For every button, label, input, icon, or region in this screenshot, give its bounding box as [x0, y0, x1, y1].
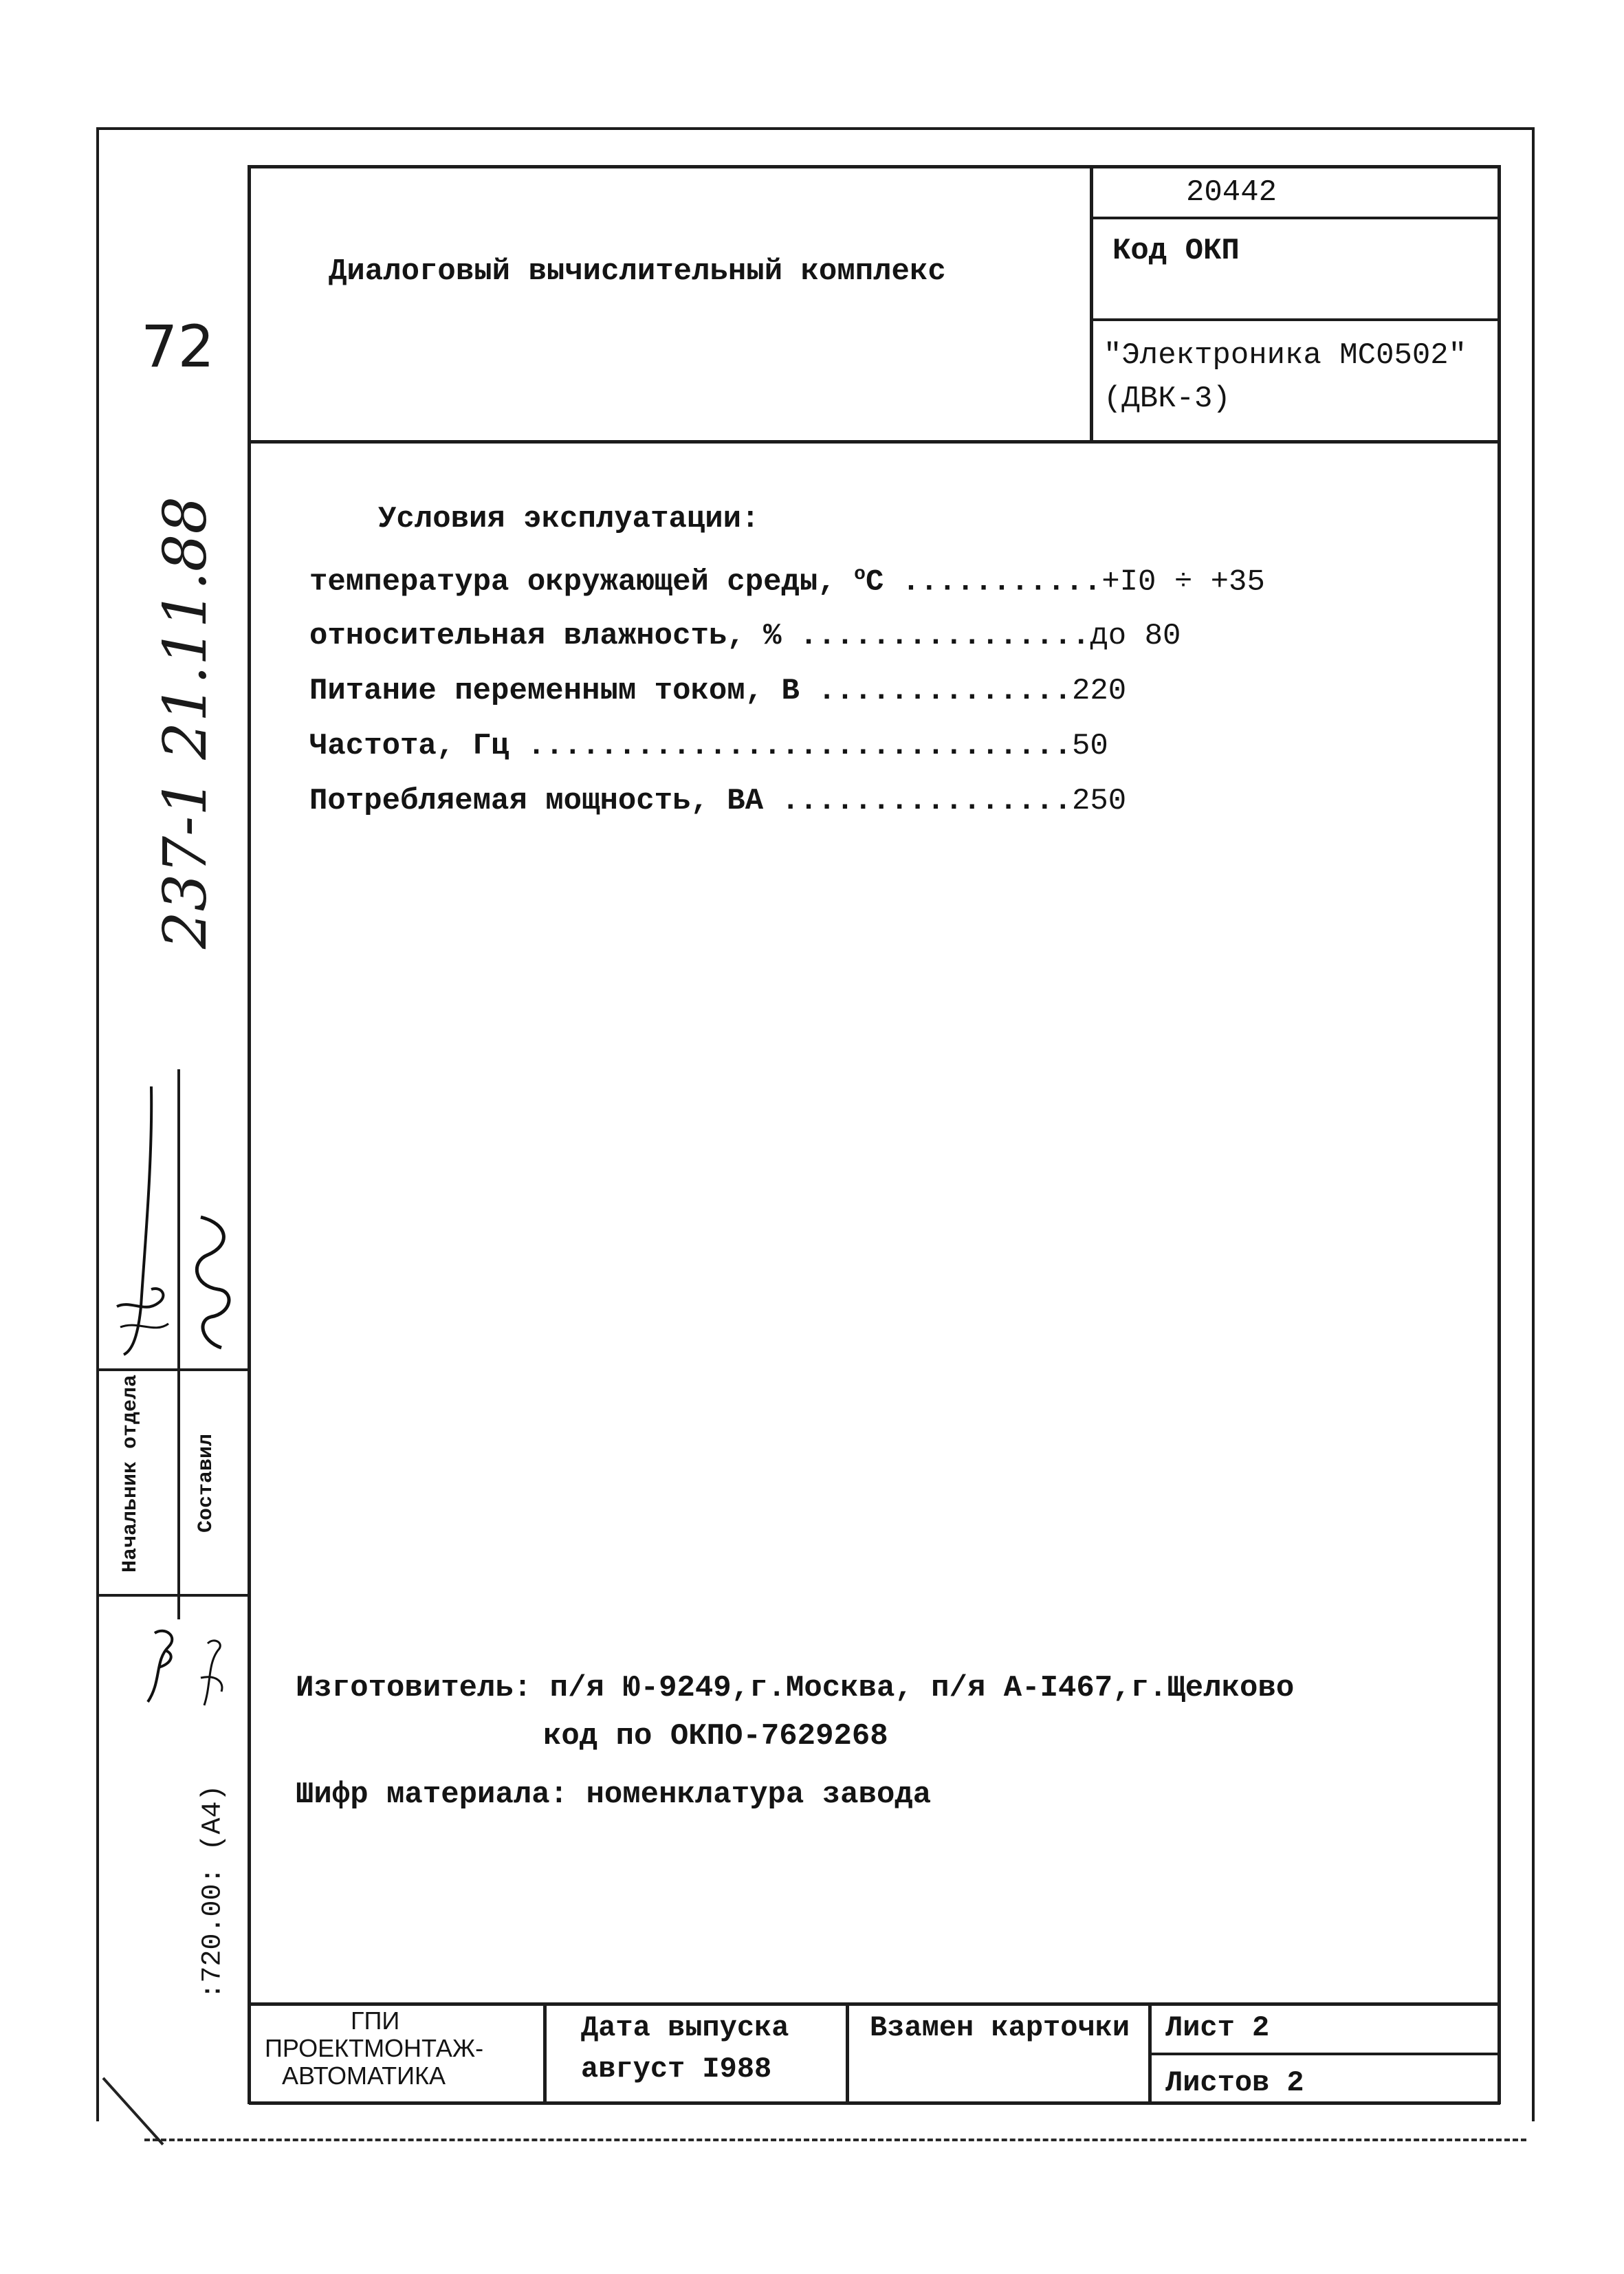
- spec-label: температура окружающей среды,: [309, 565, 855, 600]
- page-number: 72: [141, 313, 215, 380]
- product-mark-sub: (ДВК-3): [1104, 382, 1231, 416]
- okp-number: 20442: [1186, 175, 1277, 210]
- spec-row-frequency: [309, 729, 1108, 763]
- manufacturer-line: Изготовитель: п/я Ю-9249,г.Москва, п/я А-I467,г.Щелково: [296, 1671, 1295, 1705]
- initials-1: [141, 1612, 182, 1709]
- spec-label: Питание переменным током, В: [309, 674, 818, 708]
- header-vertical-divider: [1090, 165, 1093, 444]
- org-line-1: ГПИ: [351, 2007, 400, 2035]
- compiled-by-label: Составил: [195, 1433, 218, 1533]
- card-border-top: [249, 165, 1500, 168]
- sheets-total: Листов 2: [1165, 2066, 1304, 2099]
- outer-frame-right: [1532, 127, 1535, 2121]
- signature-head-of-dept: [103, 1080, 179, 1362]
- product-name: Диалоговый вычислительный комплекс: [329, 254, 946, 289]
- product-mark: "Электроника МС0502": [1104, 338, 1467, 373]
- spec-dots: ................: [799, 619, 1090, 653]
- okp-label: Код ОКП: [1112, 234, 1240, 268]
- spec-value: +I0 ÷ +35: [1101, 565, 1265, 600]
- spec-label: относительная влажность, %: [309, 619, 800, 653]
- signature-compiler: [180, 1203, 246, 1362]
- org-line-3: АВТОМАТИКА: [282, 2062, 446, 2090]
- spec-dots: ...........: [901, 565, 1102, 600]
- outer-frame-left: [96, 127, 99, 2121]
- signature-block-bottom: [98, 1594, 249, 1597]
- spec-unit: C: [865, 565, 902, 600]
- spec-value: 50: [1072, 729, 1108, 763]
- footer-divider-2: [846, 2002, 849, 2104]
- spec-row-power-supply: [309, 674, 1126, 708]
- spec-value: 250: [1071, 784, 1127, 818]
- spec-row-power-consumption: [309, 784, 1126, 818]
- footer-divider-1: [543, 2002, 547, 2104]
- spec-dots: ..............: [818, 674, 1072, 708]
- spec-label: Потребляемая мощность, ВА: [309, 784, 782, 818]
- signature-block-top: [98, 1368, 249, 1371]
- release-label: Дата выпуска: [581, 2011, 789, 2044]
- material-cipher: Шифр материала: номенклатура завода: [296, 1778, 932, 1812]
- corner-fold-line: [102, 2077, 164, 2145]
- org-line-2: ПРОЕКТМОНТАЖ-: [265, 2034, 484, 2062]
- okpo-code: код по ОКПО-7629268: [543, 1719, 888, 1753]
- degree-sign: o: [854, 564, 866, 585]
- outer-frame-top: [96, 127, 1533, 130]
- header-bottom-line: [249, 440, 1500, 444]
- spec-row-temperature: [309, 564, 1265, 600]
- handwritten-note: 237-1 21.11.88: [151, 496, 220, 949]
- okp-label-divider: [1091, 318, 1499, 321]
- initials-2: [194, 1630, 235, 1712]
- spec-row-humidity: [309, 619, 1181, 653]
- spec-value: до 80: [1090, 619, 1181, 653]
- footer-top-line: [249, 2002, 1500, 2006]
- okp-number-divider: [1091, 217, 1499, 219]
- bottom-dashed-edge: [144, 2139, 1526, 2141]
- release-date: август I988: [581, 2053, 772, 2086]
- footer-sheet-divider: [1150, 2053, 1499, 2055]
- format-code: :720.00: (А4): [197, 1784, 229, 2000]
- spec-label: Частота, Гц: [309, 729, 527, 763]
- conditions-heading: Условия эксплуатации:: [378, 502, 760, 536]
- spec-dots: ..............................: [527, 729, 1072, 763]
- card-border-left: [248, 165, 251, 2104]
- spec-dots: ................: [781, 784, 1072, 818]
- card-border-bottom: [249, 2101, 1500, 2105]
- replaces-label: Взамен карточки: [870, 2011, 1130, 2044]
- sheet-number: Лист 2: [1165, 2011, 1270, 2044]
- head-of-dept-label: Начальник отдела: [119, 1374, 142, 1573]
- card-border-right: [1497, 165, 1501, 2104]
- spec-value: 220: [1072, 674, 1127, 708]
